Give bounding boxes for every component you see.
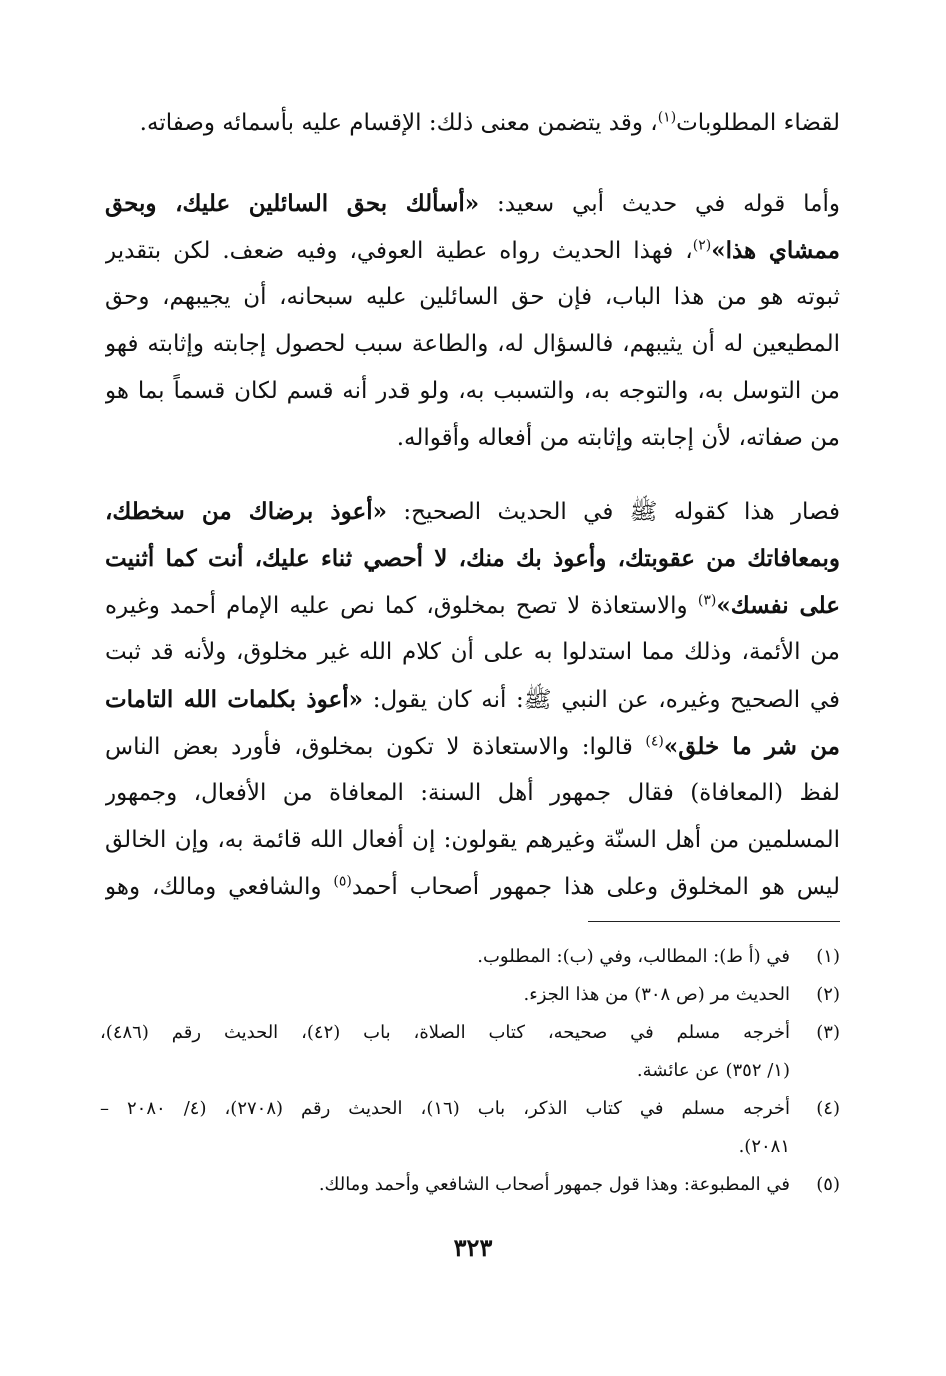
footnote-number: (١)	[816, 946, 840, 967]
footnote-3	[100, 1014, 840, 1090]
text-line: من التوسل به، والتوجه به، والتسبب به، ولو قدر أنه قسم لكان قسماً بما هو	[105, 378, 840, 404]
text-line	[105, 488, 840, 535]
footnote-text: ٢٠٨١).	[738, 1136, 790, 1157]
text-run: وأما قوله في حديث أبي سعيد:	[479, 191, 840, 217]
paragraph-2	[105, 488, 840, 911]
footnotes	[100, 938, 840, 1204]
text-line	[105, 582, 840, 629]
footnote-ref-2[interactable]: (٢)	[692, 237, 712, 254]
hadith-quote: «أعوذ بكلمات الله التامات	[105, 686, 364, 713]
page-number: ٣٢٣	[453, 1233, 493, 1262]
footnote-ref-4[interactable]: (٤)	[645, 733, 664, 750]
paragraph-1	[105, 180, 840, 462]
footnote-number: (٥)	[816, 1174, 840, 1195]
text-line	[105, 723, 840, 770]
text-line	[105, 180, 840, 227]
footnote-2	[100, 976, 840, 1014]
hadith-quote: «أسألك بحق السائلين عليك، وبحق	[105, 190, 480, 217]
footnote-text: في (أ ط): المطالب، وفي (ب): المطلوب.	[477, 946, 790, 967]
text-run: ليس هو المخلوق وعلى هذا جمهور أصحاب أحمد	[351, 874, 840, 900]
hadith-quote: على نفسك»	[716, 592, 840, 619]
hadith-quote: من شر ما خلق»	[663, 733, 840, 760]
footnote-ref-3[interactable]: (٣)	[697, 592, 717, 609]
text-line	[105, 227, 840, 274]
hadith-quote: ممشاي هذا»	[711, 237, 840, 264]
text-line	[105, 100, 840, 147]
footnote-number: (٢)	[816, 984, 840, 1005]
text-line	[105, 864, 840, 911]
footnote-ref-5[interactable]: (٥)	[333, 873, 352, 890]
text-line: المسلمين من أهل السنّة وغيرهم يقولون: إن أفعال الله قائمة به، وإن الخالق	[105, 827, 840, 853]
text-line: وبمعافاتك من عقوبتك، وأعوذ بك منك، لا أحصي ثناء عليك، أنت كما أثنيت	[105, 545, 840, 572]
opening-line	[105, 100, 840, 147]
text-run: والاستعاذة لا تصح بمخلوق، كما نص عليه الإمام أحمد وغيره	[105, 593, 698, 619]
footnote-1	[100, 938, 840, 976]
text-run: قالوا: والاستعاذة لا تكون بمخلوق، فأورد بعض الناس	[105, 734, 646, 760]
footnote-number: (٣)	[816, 1022, 840, 1043]
footnote-text: الحديث مر (ص ٣٠٨) من هذا الجزء.	[523, 984, 790, 1005]
footnote-text: (١/ ٣٥٢) عن عائشة.	[636, 1060, 790, 1081]
footnote-divider	[588, 921, 840, 922]
text-line: من الأئمة، وذلك مما استدلوا به على أن كلام الله غير مخلوق، ولأنه قد ثبت	[105, 639, 840, 665]
footnote-text: أخرجه مسلم في صحيحه، كتاب الصلاة، باب (٤٢)، الحديث رقم (٤٨٦)،	[100, 1022, 790, 1043]
text-line: المطيعين له أن يثيبهم، فالسؤال له، والطاعة سبب لحصول إجابته وإثابته فهو	[105, 331, 840, 357]
footnote-4	[100, 1090, 840, 1166]
text-run: فصار هذا كقوله ﷺ في الحديث الصحيح:	[387, 499, 840, 525]
text-run: في الصحيح وغيره، عن النبي ﷺ: أنه كان يقول:	[363, 687, 840, 713]
text-run: والشافعي ومالك، وهو	[105, 874, 334, 900]
text-run: ، فهذا الحديث رواه عطية العوفي، وفيه ضعف. لكن بتقدير	[105, 238, 693, 264]
text-line: لفظ (المعافاة) فقال جمهور أهل السنة: المعافاة من الأفعال، وجمهور	[105, 780, 840, 806]
footnote-text: أخرجه مسلم في كتاب الذكر، باب (١٦)، الحديث رقم (٢٧٠٨)، (٤/ ٢٠٨٠ –	[100, 1098, 790, 1119]
footnote-ref-1[interactable]: (١)	[657, 109, 677, 126]
text-line: من صفاته، لأن إجابته وإثابته من أفعاله وأقواله.	[396, 425, 840, 451]
text-line: ثبوته هو من هذا الباب، فإن حق السائلين عليه سبحانه، أن يجيبهم، وحق	[105, 284, 840, 310]
text-line	[105, 676, 840, 723]
footnote-5	[100, 1166, 840, 1204]
footnote-number: (٤)	[816, 1098, 840, 1119]
text-run: لقضاء المطلوبات	[676, 110, 840, 136]
text-run: ، وقد يتضمن معنى ذلك: الإقسام عليه بأسمائه وصفاته.	[139, 110, 658, 136]
hadith-quote: «أعوذ برضاك من سخطك،	[105, 498, 388, 525]
footnote-text: في المطبوعة: وهذا قول جمهور أصحاب الشافعي وأحمد ومالك.	[318, 1174, 790, 1195]
